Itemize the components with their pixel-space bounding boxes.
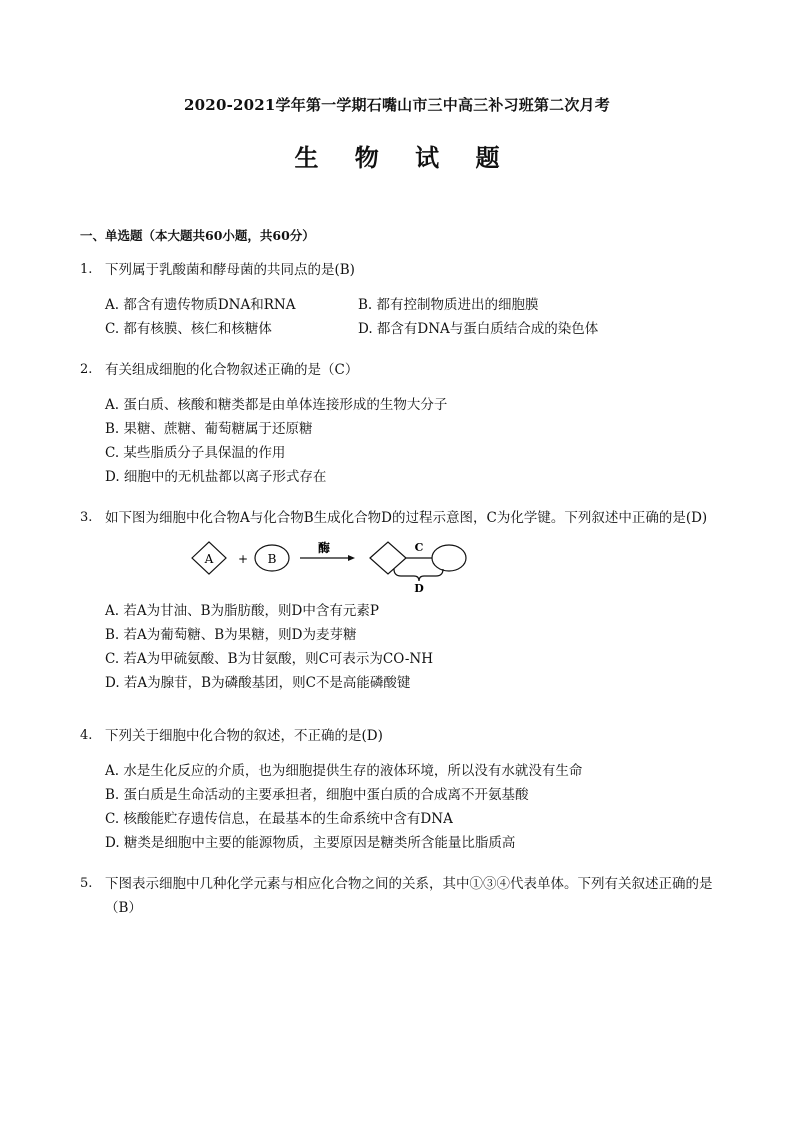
reaction-arrow-head (348, 555, 355, 561)
question-number: 1. (80, 262, 93, 277)
reaction-diagram (188, 538, 488, 593)
question-4 (80, 724, 720, 855)
option-d: D. 糖类是细胞中主要的能源物质，主要原因是糖类所含能量比脂质高 (105, 835, 516, 851)
option-b: B. 果糖、蔗糖、葡萄糖属于还原糖 (105, 421, 313, 437)
exam-subtitle: 生 物 试 题 (294, 143, 514, 172)
option-list (105, 393, 720, 489)
section-heading: 一、单选题（本大题共60小题，共60分） (80, 228, 315, 243)
option-a: A. 都含有遗传物质DNA和RNA (105, 297, 296, 313)
question-text: 下列属于乳酸菌和酵母菌的共同点的是(B) (105, 262, 355, 278)
option-b: B. 若A为葡萄糖、B为果糖，则D为麦芽糖 (105, 627, 357, 643)
option-c: C. 若A为甲硫氨酸、B为甘氨酸，则C可表示为CO-NH (105, 651, 433, 667)
bond-c-label: C (414, 541, 424, 554)
question-number: 5. (80, 876, 93, 891)
option-a: A. 蛋白质、核酸和糖类都是由单体连接形成的生物大分子 (105, 397, 448, 413)
option-d: D. 若A为腺苷，B为磷酸基团，则C不是高能磷酸键 (105, 675, 411, 691)
question-text: 下图表示细胞中几种化学元素与相应化合物之间的关系，其中①③④代表单体。下列有关叙述正确的是（B） (105, 876, 713, 916)
exam-title: 2020-2021学年第一学期石嘴山市三中高三补习班第二次月考 (184, 96, 610, 114)
question-number: 2. (80, 362, 93, 377)
brace-d (394, 569, 443, 581)
plus-sign: + (237, 552, 249, 566)
question-number: 4. (80, 728, 93, 743)
option-list (105, 293, 720, 341)
option-d: D. 都含有DNA与蛋白质结合成的染色体 (358, 321, 599, 337)
option-d: D. 细胞中的无机盐都以离子形式存在 (105, 469, 327, 485)
question-number: 3. (80, 510, 93, 525)
question-text: 如下图为细胞中化合物A与化合物B生成化合物D的过程示意图，C为化学键。下列叙述中正确的是(D) (105, 510, 708, 526)
option-b: B. 蛋白质是生命活动的主要承担者，细胞中蛋白质的合成离不开氨基酸 (105, 787, 529, 803)
option-c: C. 核酸能贮存遗传信息，在最基本的生命系统中含有DNA (105, 811, 453, 827)
question-text: 有关组成细胞的化合物叙述正确的是（C） (105, 362, 359, 378)
product-d-label: D (414, 582, 424, 593)
question-5 (80, 872, 720, 920)
product-circle (432, 545, 466, 571)
compound-b-label: B (267, 552, 277, 566)
question-3 (80, 506, 720, 695)
question-1 (80, 258, 720, 341)
option-list (105, 599, 720, 695)
option-b: B. 都有控制物质进出的细胞膜 (358, 297, 539, 313)
enzyme-label: 酶 (317, 541, 331, 555)
question-2 (80, 358, 720, 489)
question-text: 下列关于细胞中化合物的叙述，不正确的是(D) (105, 728, 383, 744)
product-diamond (370, 542, 406, 574)
option-c: C. 都有核膜、核仁和核糖体 (105, 321, 272, 337)
option-c: C. 某些脂质分子具保温的作用 (105, 445, 286, 461)
option-a: A. 若A为甘油、B为脂肪酸，则D中含有元素P (105, 603, 379, 619)
option-a: A. 水是生化反应的介质，也为细胞提供生存的液体环境，所以没有水就没有生命 (105, 763, 583, 779)
compound-a-label: A (204, 552, 214, 566)
option-list (105, 759, 720, 855)
